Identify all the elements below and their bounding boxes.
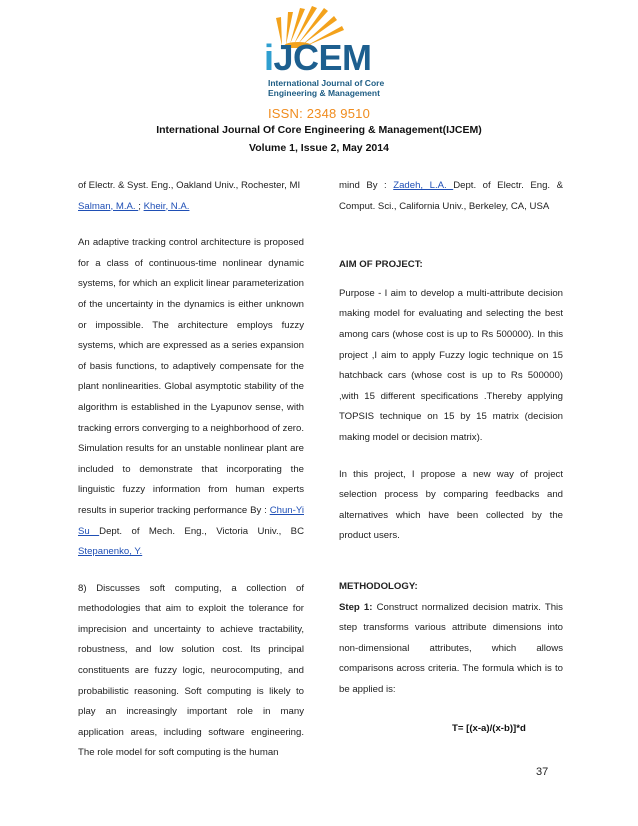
right-column (339, 176, 563, 700)
aim-heading: AIM OF PROJECT: (339, 259, 423, 271)
paragraph-soft-computing: 8) Discusses soft computing, a collection of methodologies that aim to exploit the tolerance for imprecision and uncertainty to achieve tractability, robustness, and low solution cost. Its principal constituents are fuzzy logic, neurocomputing, and probabilistic reasoning. Soft computing is likely to play an increasingly important role in many application areas, including software engineering. The role model for soft computing is the human (78, 582, 304, 759)
author-link-salman[interactable]: Salman, M.A. (78, 200, 139, 212)
journal-title: International Journal Of Core Engineering & Management(IJCEM) (156, 124, 482, 136)
author-link-kheir[interactable]: Kheir, N.A. (143, 200, 190, 212)
reference-affiliation: of Electr. & Syst. Eng., Oakland Univ., Rochester, MI Salman, M.A. ; Kheir, N.A. (78, 180, 301, 212)
logo-subtitle-line2: Engineering & Management (268, 88, 380, 98)
page-number: 37 (536, 766, 549, 778)
volume-issue: Volume 1, Issue 2, May 2014 (249, 142, 389, 154)
ijcem-logo (254, 4, 388, 104)
aim-paragraph: Purpose - I aim to develop a multi-attribute decision making model for evaluating and selecting the best among cars (whose cost is up to Rs 500000). In this project ,I aim to apply Fuzzy logic technique on 15 hatchback cars (whose cost is up to Rs 500000) ,with 15 different specifications .Thereby applying TOPSIS technique on 15 by 15 matrix (decision making model or decision matrix). (339, 287, 563, 443)
logo-wordmark: iJCEM (264, 37, 372, 78)
left-column (78, 176, 304, 764)
project-paragraph: In this project, I propose a new way of project selection process by comparing feedbacks and alternatives which have been collected by the product users. (339, 468, 563, 542)
reference-zadeh: mind By : Zadeh, L.A. Dept. of Electr. Eng. & Comput. Sci., California Univ., Berkeley, CA, USA (339, 180, 564, 212)
paragraph-adaptive-tracking: An adaptive tracking control architecture is proposed for a class of continuous-time nonlinear dynamic systems, for which an explicit linear parameterization of the uncertainty in the dynamics is either unknown or impossible. The architecture employs fuzzy systems, which are expressed as a series expansion of basis functions, to adaptively compensate for the plant nonlinearities. Global asymptotic stability of the algorithm is established in the Lyapunov sense, with tracking errors converging to a neighborhood of zero. Simulation results for an unstable nonlinear plant are included to demonstrate that incorporating the linguistic fuzzy information from human experts results in superior tracking performance By : Chun-Yi Su Dept. of Mech. Eng., Victoria Univ., BC Stepanenko, Y. (78, 237, 305, 558)
step1-paragraph: Step 1: Construct normalized decision matrix. This step transforms various attribute dimensions into non-dimensional attributes, which allows comparisons across criteria. The formula which is to be applied is: (339, 601, 563, 695)
formula: T= [(x-a)/(x-b)]*d (452, 723, 526, 734)
author-link-stepanenko[interactable]: Stepanenko, Y. (78, 546, 143, 558)
logo-subtitle-line1: International Journal of Core (268, 78, 385, 88)
issn: ISSN: 2348 9510 (267, 106, 371, 121)
author-link-chun-yi-su[interactable]: Chun-Yi Su (78, 504, 304, 537)
methodology-heading: METHODOLOGY: (339, 580, 418, 592)
author-link-zadeh[interactable]: Zadeh, L.A. (393, 180, 454, 191)
